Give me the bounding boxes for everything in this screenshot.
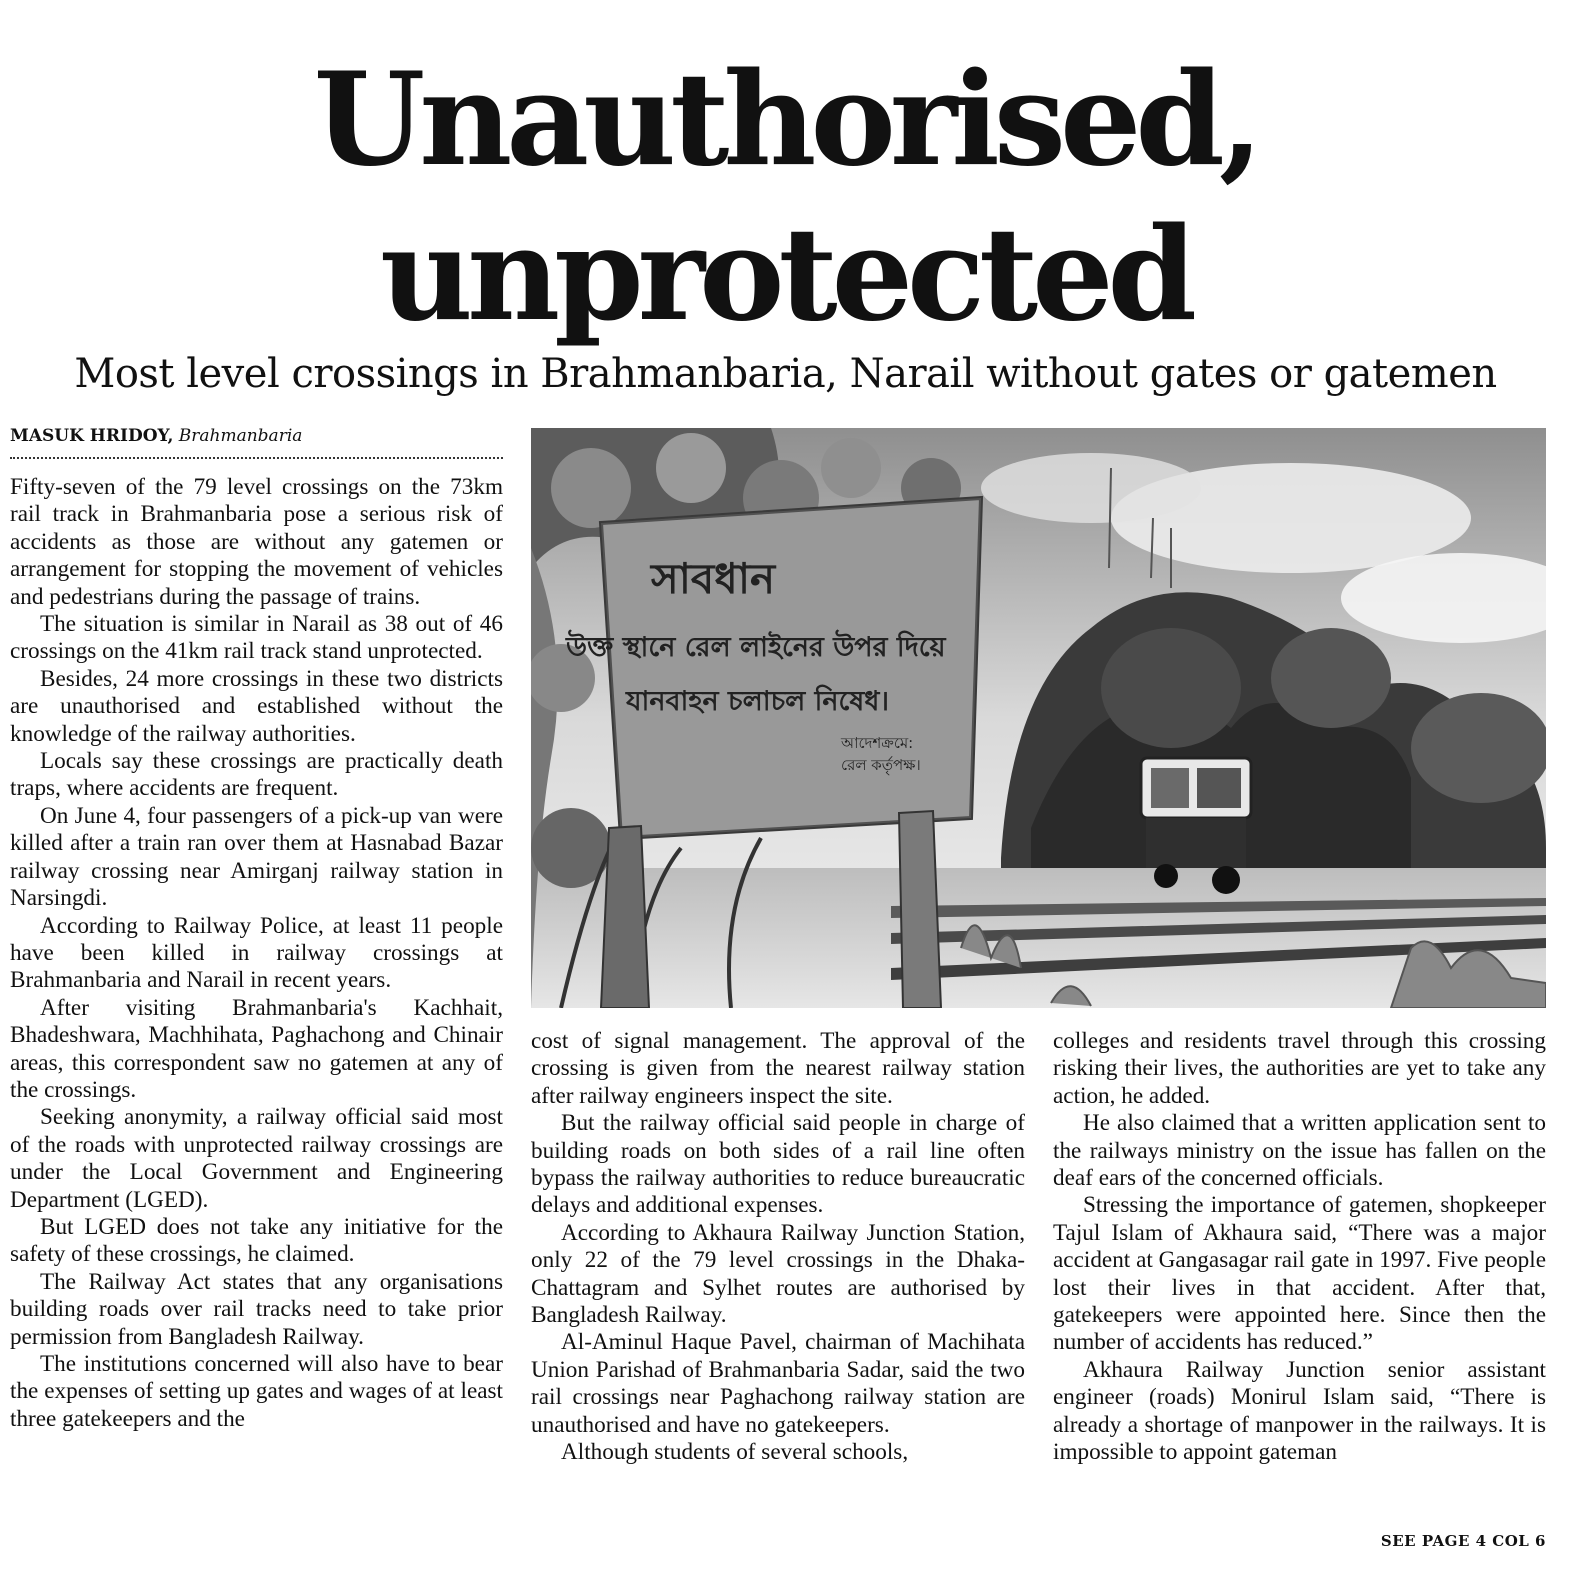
paragraph: cost of signal management. The approval of the crossing is given from the nearest railway station after railway engineers inspect the site. [531,1028,1025,1109]
paragraph: Stressing the importance of gatemen, shopkeeper Tajul Islam of Akhaura said, “There was a major accident at Gangasagar rail gate in 1997. Five people lost their lives in that accident. After that, gatekeepers were appointed here. Since then the number of accidents has reduced.” [1053,1192,1546,1356]
paragraph: Locals say these crossings are practically death traps, where accidents are frequent. [10,748,503,802]
sign-line-4: আদেশক্রমে: [841,734,914,752]
article-column-1 [10,474,503,1574]
paragraph: After visiting Brahmanbaria's Kachhait, Bhadeshwara, Machhihata, Paghachong and Chinair areas, this correspondent saw no gatemen at any of the crossings. [10,994,503,1103]
continuation-jump-line: SEE PAGE 4 COL 6 [1380,1532,1546,1550]
sign-line-2: উক্ত স্থানে রেল লাইনের উপর দিয়ে [566,632,946,663]
paragraph: But the railway official said people in charge of building roads on both sides of a rail line often bypass the railway authorities to reduce bureaucratic delays and additional expenses. [531,1110,1025,1219]
paragraph: Al-Aminul Haque Pavel, chairman of Machihata Union Parishad of Brahmanbaria Sadar, said the two rail crossings near Paghachong railway station are unauthorised and have no gatekeepers. [531,1329,1025,1438]
paragraph: The Railway Act states that any organisations building roads over rail tracks need to take prior permission from Bangladesh Railway. [10,1268,503,1350]
paragraph: Besides, 24 more crossings in these two districts are unauthorised and established without the knowledge of the railway authorities. [10,665,503,747]
sign-line-1: সাবধান [651,554,776,603]
article-column-2 [531,1028,1025,1558]
paragraph: colleges and residents travel through this crossing risking their lives, the authorities are yet to take any action, he added. [1053,1028,1546,1109]
byline [10,424,502,448]
paragraph: The situation is similar in Narail as 38 out of 46 crossings on the 41km rail track stand unprotected. [10,611,503,665]
sign-line-5: রেল কর্তৃপক্ষ। [841,756,921,774]
paragraph: According to Akhaura Railway Junction Station, only 22 of the 79 level crossings in the Dhaka-Chattagram and Sylhet routes are authorised by Bangladesh Railway. [531,1219,1025,1329]
paragraph: On June 4, four passengers of a pick-up van were killed after a train ran over them at Hasnabad Bazar railway crossing near Amirganj railway station in Narsingdi. [10,802,503,912]
byline-divider [10,457,503,459]
headline-line-1: Unauthorised, [313,45,1258,195]
sign-line-3: যানবাহন চলাচল নিষেধ। [626,686,890,717]
byline-location: Brahmanbaria [178,426,303,446]
subheadline: Most level crossings in Brahmanbaria, Narail without gates or gatemen [74,351,1497,397]
paragraph: Fifty-seven of the 79 level crossings on the 73km rail track in Brahmanbaria pose a serious risk of accidents as those are without any gatemen or arrangement for stopping the movement of vehicles and pedestrians during the passage of trains. [10,474,503,610]
article-column-3 [1053,1028,1546,1503]
byline-author: MASUK HRIDOY, [10,426,174,446]
paragraph: Akhaura Railway Junction senior assistant engineer (roads) Monirul Islam said, “There is already a shortage of manpower in the railways. It is impossible to appoint gateman [1053,1356,1546,1466]
news-photo [531,428,1546,1008]
paragraph: But LGED does not take any initiative for the safety of these crossings, he claimed. [10,1213,503,1268]
paragraph: The institutions concerned will also have to bear the expenses of setting up gates and wages of at least three gatekeepers and the [10,1351,503,1432]
paragraph: He also claimed that a written application sent to the railways ministry on the issue has fallen on the deaf ears of the concerned officials. [1053,1110,1546,1192]
paragraph: Although students of several schools, [561,1439,909,1466]
paragraph: According to Railway Police, at least 11 people have been killed in railway crossings at Brahmanbaria and Narail in recent years. [10,912,503,994]
paragraph: Seeking anonymity, a railway official said most of the roads with unprotected railway crossings are under the Local Government and Engineering Department (LGED). [10,1104,503,1213]
headline-line-2: unprotected [380,200,1191,350]
